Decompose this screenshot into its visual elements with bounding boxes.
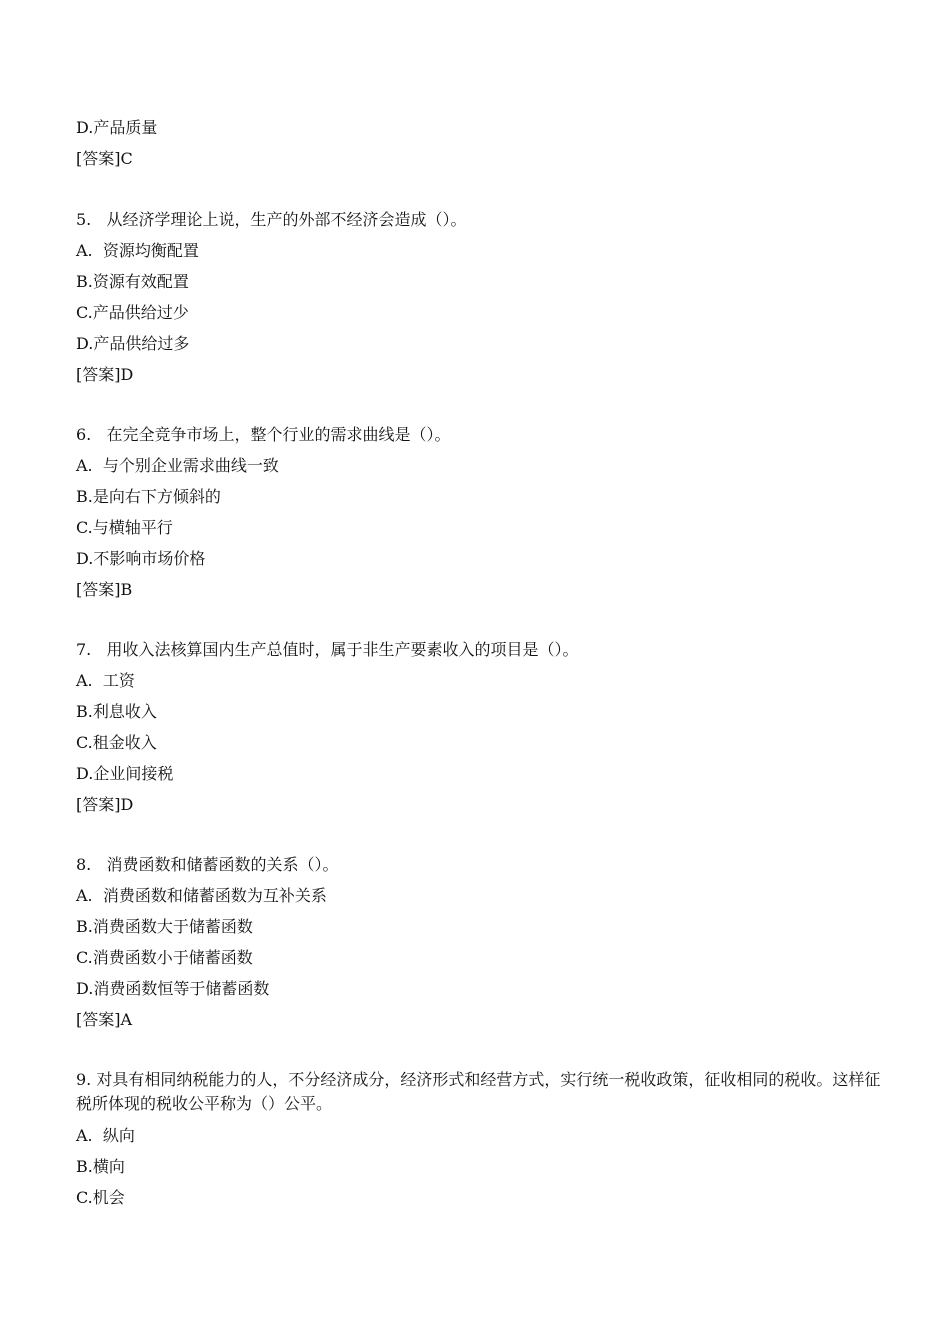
- q4-option-d: D.产品质量: [76, 118, 158, 137]
- q5-option-a: A. 资源均衡配置: [76, 241, 199, 260]
- q6-option-b: B.是向右下方倾斜的: [76, 487, 221, 506]
- q4-answer: [答案]C: [76, 149, 133, 168]
- q9-option-b: B.横向: [76, 1157, 125, 1176]
- q6-option-a: A. 与个别企业需求曲线一致: [76, 456, 279, 475]
- q6-option-d: D.不影响市场价格: [76, 549, 206, 568]
- q6-option-c: C.与横轴平行: [76, 518, 173, 537]
- q8-answer: [答案]A: [76, 1010, 133, 1029]
- q5-option-b: B.资源有效配置: [76, 272, 189, 291]
- q9-question: 9. 对具有相同纳税能力的人，不分经济成分，经济形式和经营方式，实行统一税收政策，征收相同的税收。这样征税所体现的税收公平称为（）公平。: [76, 1070, 881, 1113]
- q5-question: 5. 从经济学理论上说，生产的外部不经济会造成（）。: [76, 210, 467, 229]
- q5-option-c: C.产品供给过少: [76, 303, 189, 322]
- q5-option-d: D.产品供给过多: [76, 334, 190, 353]
- q7-option-d: D.企业间接税: [76, 764, 174, 783]
- q8-option-d: D.消费函数恒等于储蓄函数: [76, 979, 270, 998]
- q7-option-b: B.利息收入: [76, 702, 157, 721]
- q7-question: 7. 用收入法核算国内生产总值时，属于非生产要素收入的项目是（）。: [76, 640, 579, 659]
- q7-option-c: C.租金收入: [76, 733, 157, 752]
- q8-option-b: B.消费函数大于储蓄函数: [76, 917, 253, 936]
- q7-answer: [答案]D: [76, 795, 134, 814]
- q5-answer: [答案]D: [76, 365, 134, 384]
- q8-question: 8. 消费函数和储蓄函数的关系（）。: [76, 855, 339, 874]
- q8-option-a: A. 消费函数和储蓄函数为互补关系: [76, 886, 327, 905]
- q6-answer: [答案]B: [76, 580, 133, 599]
- q6-question: 6. 在完全竞争市场上，整个行业的需求曲线是（）。: [76, 425, 451, 444]
- q9-option-a: A. 纵向: [76, 1126, 135, 1145]
- q8-option-c: C.消费函数小于储蓄函数: [76, 948, 253, 967]
- q7-option-a: A. 工资: [76, 671, 135, 690]
- q9-option-c: C.机会: [76, 1188, 125, 1207]
